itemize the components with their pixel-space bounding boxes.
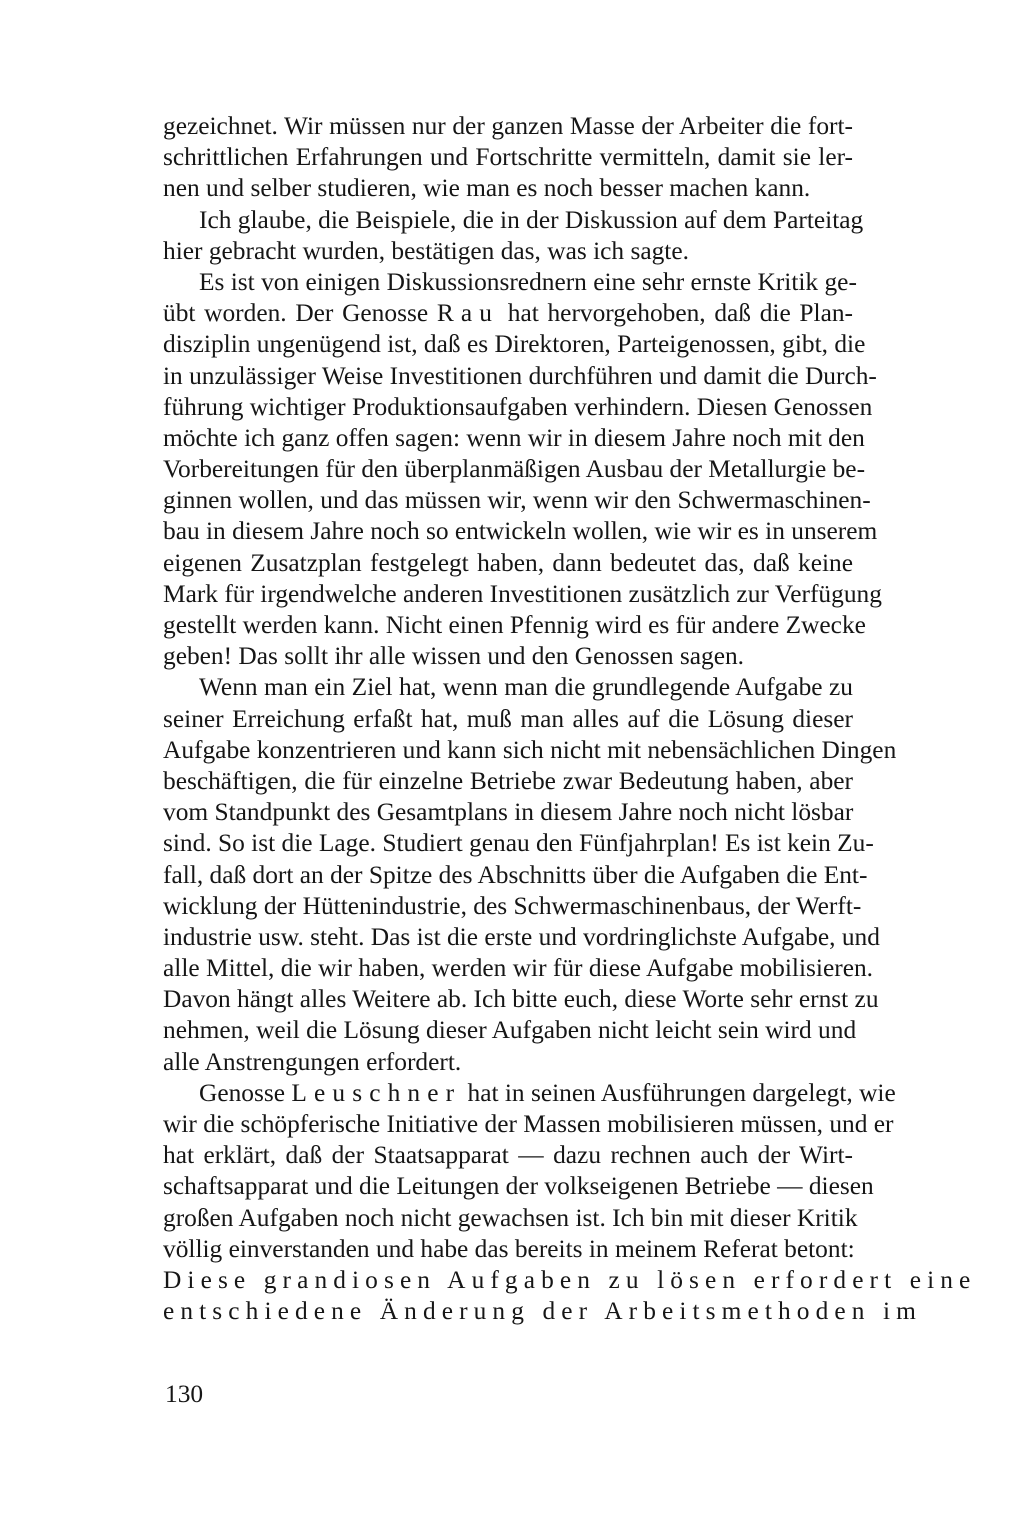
text-line-with-name <box>163 298 853 329</box>
spaced-name-leuschner: Leuschner <box>291 1078 462 1107</box>
text-line: Aufgabe konzentrieren und kann sich nicht mit nebensächlichen Dingen <box>163 735 897 764</box>
text-line: Wenn man ein Ziel hat, wenn man die grundlegende Aufgabe zu <box>199 673 853 702</box>
text-line: alle Mittel, die wir haben, werden wir für diese Aufgabe mobilisieren. <box>163 954 874 983</box>
text-line: beschäftigen, die für einzelne Betriebe zwar Bedeutung haben, aber <box>163 766 853 795</box>
body-text <box>163 111 977 1327</box>
text-line: Ich glaube, die Beispiele, die in der Diskussion auf dem Parteitag <box>199 205 864 234</box>
text-line: nen und selber studieren, wie man es noch besser machen kann. <box>163 174 811 203</box>
text-line: nehmen, weil die Lösung dieser Aufgaben nicht leicht sein wird und <box>163 1016 857 1045</box>
text-line: vom Standpunkt des Gesamtplans in diesem Jahre noch nicht lösbar <box>163 798 854 827</box>
text-line: großen Aufgaben noch nicht gewachsen ist. Ich bin mit dieser Kritik <box>163 1203 858 1232</box>
text-line: schaftsapparat und die Leitungen der volkseigenen Betriebe — diesen <box>163 1172 874 1201</box>
text-line: wir die schöpferische Initiative der Massen mobilisieren müssen, und er <box>163 1110 894 1138</box>
text-line: Davon hängt alles Weitere ab. Ich bitte euch, diese Worte sehr ernst zu <box>163 985 879 1014</box>
text-line: Vorbereitungen für den überplanmäßigen Ausbau der Metallurgie be- <box>163 455 866 484</box>
spaced-emphasis-line: Diese grandiosen Aufgaben zu lösen erfordert eine <box>163 1265 977 1294</box>
text-line: industrie usw. steht. Das ist die erste und vordringlichste Aufgabe, und <box>163 922 880 951</box>
spaced-name-rau: Rau <box>436 299 500 328</box>
text-line: sind. So ist die Lage. Studiert genau den Fünfjahrplan! Es ist kein Zu- <box>163 829 874 858</box>
text-segment: hat in seinen Ausführungen dargelegt, wie <box>467 1078 896 1107</box>
text-line: bau in diesem Jahre noch so entwickeln wollen, wie wir es in unserem <box>163 517 878 546</box>
page-number: 130 <box>165 1380 204 1408</box>
text-line: in unzulässiger Weise Investitionen durchführen und damit die Durch- <box>163 361 877 390</box>
text-line: hier gebracht wurden, bestätigen das, was ich sagte. <box>163 236 689 265</box>
text-line: Es ist von einigen Diskussionsrednern eine sehr ernste Kritik ge- <box>199 267 857 296</box>
text-line: schrittlichen Erfahrungen und Fortschritte vermitteln, damit sie ler- <box>163 143 853 172</box>
text-line: geben! Das sollt ihr alle wissen und den Genossen sagen. <box>163 642 745 671</box>
text-line: Mark für irgendwelche anderen Investitionen zusätzlich zur Verfügung <box>163 579 882 608</box>
text-line: hat erklärt, daß der Staatsapparat — dazu rechnen auch der Wirt- <box>163 1141 853 1170</box>
text-line: möchte ich ganz offen sagen: wenn wir in diesem Jahre noch mit den <box>163 423 865 452</box>
text-line: völlig einverstanden und habe das bereits in meinem Referat betont: <box>163 1234 855 1263</box>
text-line: gestellt werden kann. Nicht einen Pfennig wird es für andere Zwecke <box>163 611 866 639</box>
text-line: alle Anstrengungen erfordert. <box>163 1047 462 1076</box>
text-line: gezeichnet. Wir müssen nur der ganzen Masse der Arbeiter die fort- <box>163 112 853 140</box>
text-line: seiner Erreichung erfaßt hat, muß man alles auf die Lösung dieser <box>163 704 853 733</box>
text-line: ginnen wollen, und das müssen wir, wenn wir den Schwermaschinen- <box>163 486 871 515</box>
text-segment: Genosse <box>199 1078 286 1107</box>
text-segment: übt worden. Der Genosse <box>163 299 429 328</box>
text-line: fall, daß dort an der Spitze des Abschnitts über die Aufgaben die Ent- <box>163 860 868 889</box>
spaced-emphasis-line: entschiedene Änderung der Arbeitsmethoden im <box>163 1297 922 1326</box>
text-line: eigenen Zusatzplan festgelegt haben, dann bedeutet das, daß keine <box>163 548 853 577</box>
text-segment: hat hervorgehoben, daß die Plan- <box>507 299 853 328</box>
text-line: wicklung der Hüttenindustrie, des Schwermaschinenbaus, der Werft- <box>163 891 862 920</box>
text-line-with-name <box>163 1078 896 1109</box>
text-line: führung wichtiger Produktionsaufgaben verhindern. Diesen Genossen <box>163 392 873 421</box>
text-line: disziplin ungenügend ist, daß es Direktoren, Parteigenossen, gibt, die <box>163 330 866 359</box>
